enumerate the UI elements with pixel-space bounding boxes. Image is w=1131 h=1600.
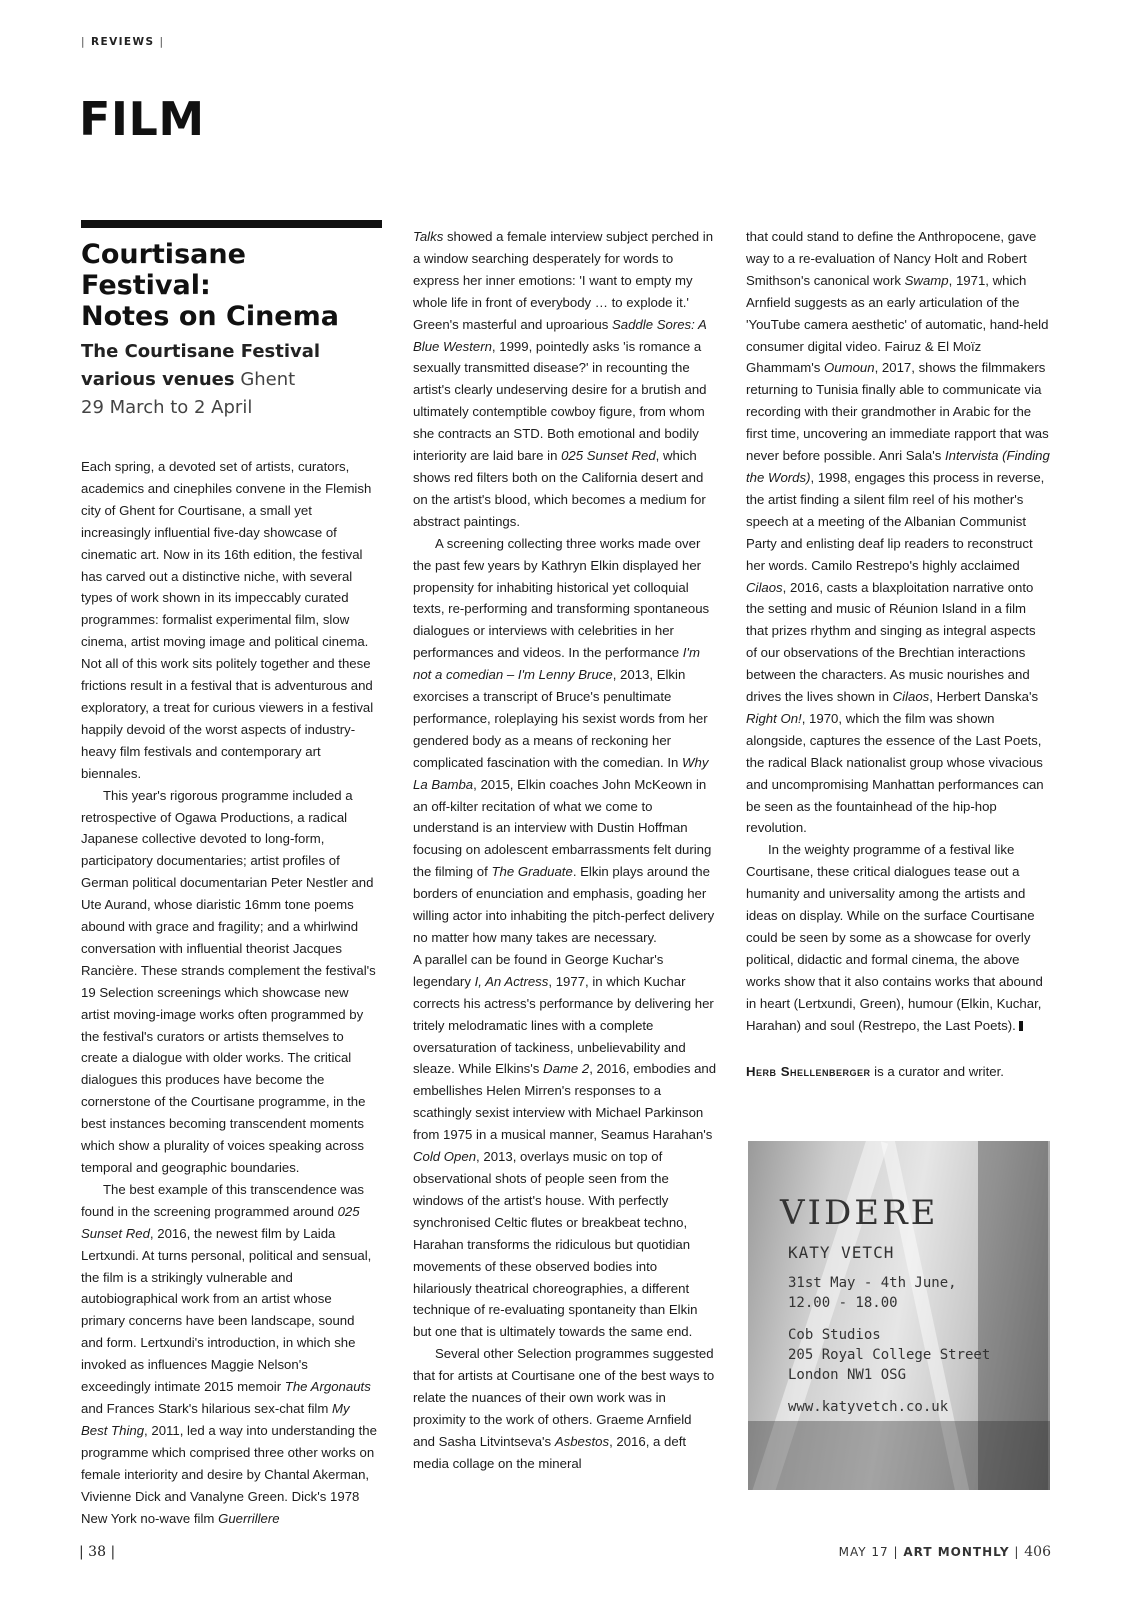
section-tag-label: REVIEWS (91, 36, 155, 48)
paragraph: A parallel can be found in George Kuchar's legendary I, An Actress, 1977, in which Kuchar corrects his actress's performance by delivering her tritely melodramatic lines with a complete oversaturation of tackiness, unbelievability and sleaze. While Elkins's Dame 2, 2016, embodies and embellishes Helen Mirren's responses to a scathingly sexist interview with Michael Parkinson from 1975 in a musical manner, Seamus Harahan's Cold Open, 2013, overlays music on top of observational shots of people seen from the windows of the artist's house. With perfectly synchronised Celtic flutes or breakbeat techno, Harahan transforms the ridiculous but quotidian movements of these observed bodies into hilariously theatrical choreographies, a different technique of re-evaluating spontaneity than Elkin but one that is ultimately towards the same end. (413, 951, 717, 1340)
end-mark-icon (1019, 1021, 1023, 1031)
paragraph: The best example of this transcendence was found in the screening programmed around 025 Sunset Red, 2016, the newest film by Laida Lertxundi. At turns personal, political and sensual, the film is a strikingly vulnerable and autobiographical work from an artist whose primary concerns have been landscape, sound and form. Lertxundi's introduction, in which she invoked as influences Maggie Nelson's exceedingly intimate 2015 memoir The Argonauts and Frances Stark's hilarious sex-chat film My Best Thing, 2011, led a way into understanding the programme which comprised three other works on female interiority and desire by Chantal Akerman, Vivienne Dick and Vanalyne Green. Dick's 1978 New York no-wave film Guerrillere (81, 1181, 377, 1526)
paragraph: Talks showed a female interview subject perched in a window searching desperately for words to express her inner emotions: 'I want to empty my whole life in front of everybody … to explode it.' Green's masterful and uproarious Saddle Sores: A Blue Western, 1999, pointedly asks 'is romance a sexually transmitted disease?' in recounting the artist's clearly undeserving desire for a brutish and ultimately contemptible cowboy figure, from whom she contracts an STD. Both emotional and bodily interiority are laid bare in 025 Sunset Red, which shows red filters both on the California desert and on the artist's blood, which becomes a medium for abstract paintings. (413, 229, 714, 529)
section-title: FILM (79, 92, 205, 146)
page-footer-right: MAY 17 | ART MONTHLY | 406 (838, 1544, 1051, 1560)
venue-line: various venues Ghent (81, 369, 296, 390)
paragraph: that could stand to define the Anthropocene, gave way to a re-evaluation of Nancy Holt and Robert Smithson's canonical work Swamp, 1971, which Arnfield suggests as an early articulation of the 'YouTube camera aesthetic' of automatic, hand-held consumer digital video. Fairuz & El Moïz Ghammam's Oumoun, 2017, shows the filmmakers returning to Tunisia finally able to communicate via recording with their grandmother in Arabic for the first time, uncovering an immediate rapport that was never before possible. Anri Sala's Intervista (Finding the Words), 1998, engages this process in reverse, the artist finding a silent film reel of his mother's speech at a meeting of the Albanian Communist Party and enlisting deaf lip readers to reconstruct her words. Camilo Restrepo's highly acclaimed Cilaos, 2016, casts a blaxploitation narrative onto the setting and music of Réunion Island in a film that prizes rhythm and singing as integral aspects of our observations of the Brechtian interactions between the characters. As music nourishes and drives the lives shown in Cilaos, Herbert Danska's Right On!, 1970, which the film was shown alongside, captures the essence of the Last Poets, the radical Black nationalist group whose vivacious and uncompromising Manhattan performances can be seen as the fountainhead of the hip-hop revolution. (746, 229, 1050, 836)
column-2 (413, 226, 717, 1475)
paragraph: Each spring, a devoted set of artists, curators, academics and cinephiles convene in the Flemish city of Ghent for Courtisane, a small yet increasingly influential five-day showcase of cinematic art. Now in its 16th edition, the festival has carved out a distinctive niche, with several types of work shown in its impeccably curated programmes: formalist experimental film, slow cinema, artist moving image and political cinema. Not all of this work sits politely together and these frictions result in a festival that is adventurous and exploratory, a treat for curious viewers in a festival happily devoid of the worst aspects of industry-heavy film festivals and contemporary art biennales. (81, 459, 374, 781)
advert-title: VIDERE (780, 1193, 939, 1233)
section-tag: | REVIEWS | (81, 36, 165, 48)
column-1 (81, 239, 379, 1529)
paragraph: This year's rigorous programme included a retrospective of Ogawa Productions, a radical Japanese collective devoted to long-form, participatory documentaries; artist profiles of German political documentarian Peter Nestler and Ute Aurand, whose diaristic 16mm tone poems abound with grace and fragility; and a whirlwind conversation with influential theorist Jacques Rancière. These strands complement the festival's 19 Selection screenings which showcase new artist moving-image works often programmed by the festival's curators or artists themselves to create a dialogue with older works. The critical dialogues this produces have become the cornerstone of the Courtisane programme, in the best instances becoming transcendent moments which show a plurality of voices speaking across temporal and geographic boundaries. (81, 787, 376, 1175)
article-headline: Courtisane Festival: Notes on Cinema (81, 239, 339, 332)
author-bio: Herb Shellenberger is a curator and writer. (746, 1063, 1004, 1079)
advertisement[interactable] (748, 1141, 1050, 1490)
advert-details: 31st May - 4th June, 12.00 - 18.00 Cob Studios 205 Royal College Street London NW1 OSG www.katyvetch.co.uk (788, 1275, 991, 1415)
advert-artist: KATY VETCH (788, 1243, 895, 1262)
headline-rule (81, 220, 382, 228)
advert-url[interactable]: www.katyvetch.co.uk (788, 1399, 949, 1415)
festival-name: The Courtisane Festival (81, 341, 321, 362)
date-line: 29 March to 2 April (81, 397, 253, 418)
paragraph: A screening collecting three works made over the past few years by Kathryn Elkin displayed her propensity for inhabiting historical yet colloquial texts, re-performing and transforming spontaneous dialogues or interviews with celebrities in her performances and videos. In the performance I'm not a comedian – I'm Lenny Bruce, 2013, Elkin exorcises a transcript of Bruce's penultimate performance, roleplaying his sexist words from her gendered body as a means of reckoning her complicated fascination with the comedian. In Why La Bamba, 2015, Elkin coaches John McKeown in an off-kilter recitation of what we come to understand is an interview with Dustin Hoffman focusing on adolescent embarrassments felt during the filming of The Graduate. Elkin plays around the borders of enunciation and emphasis, goading her willing actor into inhabiting the pitch-perfect delivery no matter how many takes are necessary. (413, 535, 715, 945)
paragraph: Several other Selection programmes suggested that for artists at Courtisane one of the best ways to relate the nuances of their own work was in proximity to the work of others. Graeme Arnfield and Sasha Litvintseva's Asbestos, 2016, a deft media collage on the mineral (413, 1346, 715, 1471)
paragraph: In the weighty programme of a festival like Courtisane, these critical dialogues tease out a humanity and universality among the artists and ideas on display. While on the surface Courtisane could be seen by some as a showcase for overly political, didactic and formal cinema, the above works show that it also contains works that abound in heart (Lertxundi, Green), humour (Elkin, Kuchar, Harahan) and soul (Restrepo, the Last Poets). (746, 842, 1043, 1033)
page-number-left: | 38 | (79, 1544, 116, 1560)
author-name: Herb Shellenberger (746, 1063, 871, 1079)
column-3 (746, 226, 1050, 1082)
